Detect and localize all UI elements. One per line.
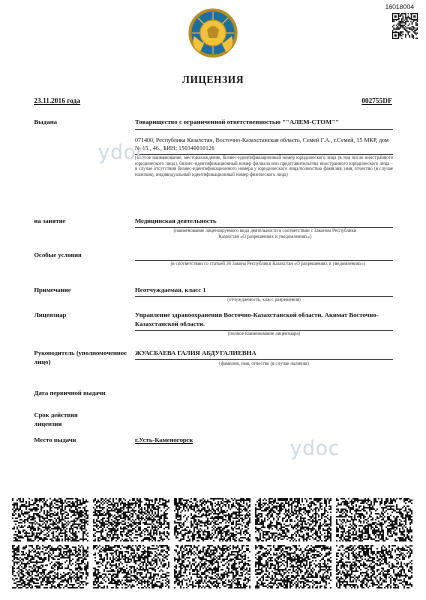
special-conditions-rule	[135, 260, 393, 261]
head-hint: (фамилия, имя, отчество (в случае наличия)	[219, 362, 309, 367]
issued-to-value: Товарищество с ограниченной ответственностью ""АЛЕМ-СТОМ""	[135, 119, 339, 126]
issue-date: 23.11.2016 года	[34, 97, 81, 105]
issued-to-label: Выдана	[34, 119, 57, 126]
activity-hint: (наименование лицензируемого вида деятельности в соответствии с Законом Республики Казахстан «О разрешениях и уведомлениях»)	[173, 229, 357, 240]
head-value: ЖУАСБАЕВА ГАЛИЯ АБДУГАЛИЕВНА	[135, 350, 257, 357]
head-rule	[135, 359, 393, 360]
address-rule	[135, 154, 393, 155]
activity-label: на занятие	[34, 218, 66, 225]
licensor-rule	[135, 330, 393, 331]
licensor-value: Управление здравоохранения Восточно-Казахстанской области. Акимат Восточно-Казахстанской области.	[135, 312, 379, 328]
document-number: 16018004	[385, 4, 414, 11]
qr-code-icon	[392, 13, 418, 39]
licensor-label: Лицензиар	[34, 312, 67, 319]
license-number: 002755DF	[361, 97, 392, 105]
first-issue-label: Дата первичной выдачи	[34, 390, 106, 397]
note-value: Неотчуждаемая, класс 1	[135, 287, 206, 294]
watermark-top: ydoc	[98, 140, 148, 164]
special-conditions-hint: (в соответствии со статьей 36 Закона Республики Казахстан «О разрешениях и уведомлениях»)	[170, 262, 366, 267]
issued-to-rule	[135, 129, 393, 130]
licensor-hint: (полное наименование лицензиара)	[227, 332, 301, 337]
activity-rule	[135, 227, 393, 228]
head-label: Руководитель (уполномоченное лицо)	[34, 350, 127, 366]
document-title: ЛИЦЕНЗИЯ	[182, 75, 244, 86]
validity-label: Срок действия лицензии	[34, 412, 78, 428]
note-label: Примечание	[34, 287, 71, 294]
place-label: Место выдачи	[34, 437, 77, 444]
issued-to-address: 071400, Республика Казахстан, Восточно-Казахстанская область, Семей Г.А., г.Семей, 15 МКР, дом № 15., 46., БИН: 150340010126	[135, 138, 389, 152]
activity-value: Медицинская деятельность	[135, 218, 217, 225]
watermark-bottom: ydoc	[290, 436, 340, 460]
state-emblem-icon	[188, 8, 238, 58]
issued-to-hint: (полное наименование, местонахождение, бизнес-идентификационный номер юридического лица (в том числе иностранного юридического лица), бизнес-идентификационный номер филиала или представительства иностранного юридического лица – в случае отсутствия бизнес-идентификационного номера у юридического лица/полностью фамилия, имя, отчество (в случае наличия), индивидуальный идентификационный номер физического лица)	[135, 156, 393, 178]
note-rule	[135, 296, 393, 297]
note-hint: (отчуждаемость, класс разрешения)	[227, 298, 301, 303]
special-conditions-label: Особые условия	[34, 252, 82, 259]
place-value: г.Усть-Каменогорск	[135, 437, 194, 444]
barcode-strip-icon	[12, 498, 414, 590]
